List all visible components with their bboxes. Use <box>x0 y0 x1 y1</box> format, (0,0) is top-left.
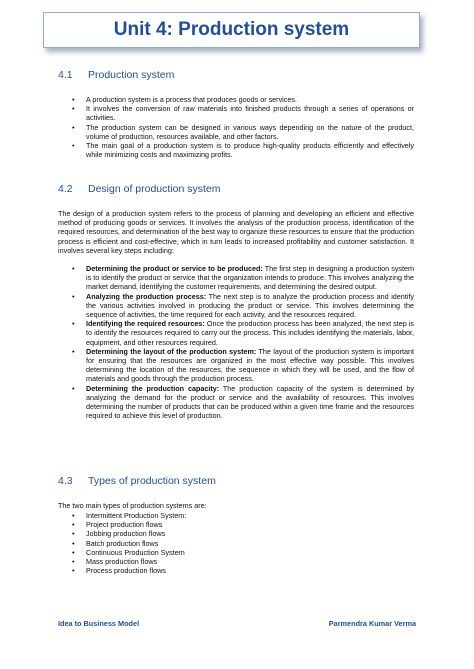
list-item: • Batch production flows <box>86 539 414 548</box>
list-item <box>86 384 414 421</box>
section-4-2-steps <box>86 264 414 420</box>
list-item: • Jobbing production flows <box>86 529 414 538</box>
list-item <box>86 319 414 347</box>
section-title: Production system <box>88 69 175 81</box>
page-title: Unit 4: Production system <box>113 19 350 40</box>
step-lead: Determining the production capacity: <box>86 383 220 393</box>
section-number: 4.1 <box>58 69 73 81</box>
step-text: Once the production process has been analyzed, the next step is to identify the resources required to carry out the process. This includes identifying the materials, labor, equipment, and other resources required. <box>86 319 414 347</box>
section-title: Types of production system <box>88 475 216 487</box>
section-number: 4.2 <box>58 183 73 195</box>
step-lead: Determining the layout of the production system: <box>86 346 257 356</box>
list-item <box>86 292 414 320</box>
section-4-2-intro: The design of a production system refers to the process of planning and developing an efficient and effective method of producing goods or services. It involves the analysis of the production process, identification of the required resources, and determination of the best way to organize these resources to ensure that the production process is efficient and cost-effective, which in turn leads to increased profitability and customer satisfaction. It involves several key steps including: <box>58 209 414 255</box>
section-title: Design of production system <box>88 183 221 195</box>
list-item: • Project production flows <box>86 520 414 529</box>
step-lead: Identifying the required resources: <box>86 319 205 329</box>
page-title-box <box>43 12 420 48</box>
list-item <box>86 264 414 292</box>
step-lead: Determining the product or service to be produced: <box>86 264 263 273</box>
footer-left: Idea to Business Model <box>58 619 140 628</box>
list-item: • Intermittent Production System: <box>86 511 414 520</box>
footer-right: Parmendra Kumar Verma <box>328 619 416 628</box>
step-text: The first step in designing a production system is to identify the product or service that the organization intends to produce. This involves analyzing the market demand, identifying the customer requirements, and determining the desired output. <box>86 264 415 292</box>
list-item: • Continuous Production System <box>86 548 414 557</box>
list-item: • The production system can be designed in various ways depending on the nature of the product, volume of production, resources available, and other factors. <box>86 123 414 141</box>
section-4-1-bullets <box>86 95 414 159</box>
section-4-3-list <box>86 511 414 575</box>
step-lead: Analyzing the production process: <box>86 291 207 301</box>
step-text: The next step is to analyze the production process and identify the various activities involved in producing the product or service. This involves determining the sequence of activities, the time required for each activity, and the resources required. <box>86 291 414 320</box>
list-item: • Process production flows <box>86 566 414 575</box>
list-item: • The main goal of a production system is to produce high-quality products efficiently and effectively while minimizing costs and maximizing profits. <box>86 141 414 159</box>
section-number: 4.3 <box>58 475 73 487</box>
step-text: The layout of the production system is important for ensuring that the resources are organized in the most effective way possible. This involves determining the location of the resources, the sequence in which they will be used, and the flow of materials and goods through the production process. <box>86 346 414 384</box>
list-item: • Mass production flows <box>86 557 414 566</box>
section-4-3-heading <box>58 475 216 487</box>
list-item: • A production system is a process that produces goods or services. <box>86 95 414 104</box>
section-4-3-intro: The two main types of production systems are: <box>58 501 207 510</box>
section-4-1-heading <box>58 69 174 81</box>
section-4-2-heading <box>58 183 220 195</box>
list-item <box>86 347 414 384</box>
list-item: • It involves the conversion of raw materials into finished products through a series of operations or activities. <box>86 104 414 122</box>
step-text: The production capacity of the system is determined by analyzing the demand for the product or service and the availability of resources. This involves determining the number of products that can be produced within a given time frame and the resources required to achieve this level of production. <box>86 383 414 421</box>
